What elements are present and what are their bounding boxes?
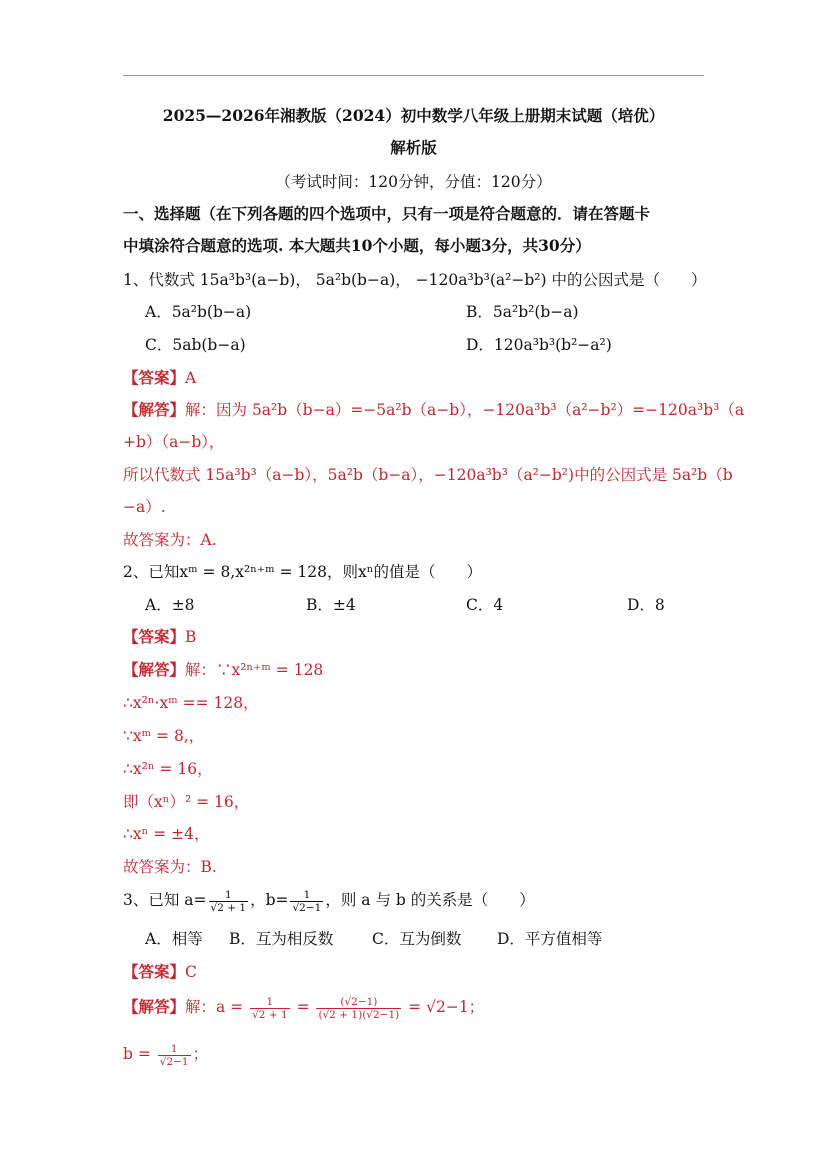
fraction-denominator: √2−1 — [292, 901, 322, 914]
q2-answer: B — [185, 628, 197, 646]
q1-answer: A — [185, 369, 197, 387]
q2-option-a: A．±8 — [145, 596, 195, 614]
solution-tag: 【解答】 — [123, 997, 186, 1016]
q1-option-d: D．120a³b³(b²−a²) — [466, 336, 612, 354]
q3-solution-fraction-1 — [250, 996, 290, 1021]
q2-option-d: D．8 — [627, 596, 665, 614]
fraction-denominator: √2 + 1 — [252, 1008, 288, 1021]
q2-option-b: B．±4 — [306, 596, 356, 614]
q3-option-b: B．互为相反数 — [229, 930, 334, 948]
q3-option-d: D．平方值相等 — [497, 930, 603, 948]
q2-solution-text: 解：∵x²ⁿ⁺ᵐ = 128 — [185, 661, 324, 679]
section-heading-line2: 中填涂符合题意的选项. 本大题共10个小题，每小题3分，共30分） — [123, 236, 591, 255]
header-rule — [123, 75, 704, 76]
fraction-denominator: (√2 + 1)(√2−1) — [318, 1008, 400, 1021]
q3-solution-line2 — [123, 1037, 208, 1071]
q3-solution-result: = √2−1； — [403, 998, 485, 1016]
q3-option-c: C．互为倒数 — [372, 930, 462, 948]
q1-solution-line2: +b）（a−b）， — [123, 433, 225, 451]
section-heading-line1: 一、选择题（在下列各题的四个选项中，只有一项是符合题意的．请在答题卡 — [123, 204, 651, 223]
exam-info: （考试时间：120分钟，分值：120分） — [275, 173, 552, 191]
equals-sign: = — [291, 998, 315, 1016]
q1-solution-text: 解：因为 5a²b（b−a）=−5a²b（a−b），−120a³b³（a²−b²）=−120a³b³（a — [185, 401, 745, 419]
q3-stem — [123, 885, 535, 915]
q3-answer-row — [123, 962, 197, 982]
q2-solution-line5: 即（xⁿ）² = 16， — [123, 793, 250, 811]
q3-solution-fraction-b — [158, 1043, 191, 1068]
q2-solution-line2: ∴x²ⁿ·xᵐ == 128， — [123, 694, 259, 712]
fraction-numerator: 1 — [224, 888, 232, 901]
q3-stem-part-c: ，则 a 与 b 的关系是（ ） — [325, 891, 535, 909]
q1-option-c: C．5ab(b−a) — [145, 336, 246, 354]
q3-fraction-b — [290, 889, 323, 914]
q3-answer: C — [185, 963, 197, 981]
page-subtitle: 解析版 — [390, 138, 437, 157]
q2-solution-line6: ∴xⁿ = ±4， — [123, 825, 210, 843]
q2-option-c: C．4 — [466, 596, 504, 614]
answer-tag: 【答案】 — [123, 962, 186, 981]
q3-stem-part-a: 3、已知 a= — [123, 891, 207, 909]
solution-tag: 【解答】 — [123, 400, 186, 419]
answer-tag: 【答案】 — [123, 627, 186, 646]
q3-option-a: A．相等 — [145, 930, 203, 948]
q1-solution-line1 — [123, 400, 744, 420]
q3-solution-fraction-2 — [316, 996, 401, 1021]
q3-solution-b-suffix: ； — [192, 1045, 209, 1063]
q1-stem: 1、代数式 15a³b³(a−b)， 5a²b(b−a)， −120a³b³(a²−b²) 中的公因式是（ ） — [123, 271, 707, 289]
q3-solution-b-prefix: b = — [123, 1045, 156, 1063]
q1-option-b: B．5a²b²(b−a) — [466, 303, 579, 321]
q1-solution-line3: 所以代数式 15a³b³（a−b），5a²b（b−a），−120a³b³（a²−b²)中的公因式是 5a²b（b — [123, 466, 733, 484]
q2-conclusion: 故答案为：B. — [123, 858, 217, 876]
fraction-numerator: 1 — [303, 888, 311, 901]
q3-fraction-a — [209, 889, 249, 914]
q2-solution-line4: ∴x²ⁿ = 16， — [123, 760, 213, 778]
fraction-denominator: √2 + 1 — [210, 901, 247, 914]
answer-tag: 【答案】 — [123, 368, 186, 387]
q2-stem: 2、已知xᵐ = 8,x²ⁿ⁺ᵐ = 128，则xⁿ的值是（ ） — [123, 563, 482, 581]
q3-solution-prefix: 解：a = — [185, 998, 249, 1016]
q1-solution-line4: −a）. — [123, 498, 166, 516]
q3-stem-part-b: ，b= — [250, 891, 289, 909]
q1-option-a: A．5a²b(b−a) — [145, 303, 252, 321]
q2-solution-line1 — [123, 660, 323, 680]
q1-conclusion: 故答案为：A. — [123, 531, 217, 549]
fraction-numerator: (√2−1) — [340, 995, 378, 1008]
page-title: 2025—2026年湘教版（2024）初中数学八年级上册期末试题（培优） — [162, 106, 665, 125]
q1-answer-row — [123, 368, 196, 388]
fraction-denominator: √2−1 — [159, 1055, 189, 1068]
solution-tag: 【解答】 — [123, 660, 186, 679]
fraction-numerator: 1 — [170, 1042, 178, 1055]
q3-solution-line1 — [123, 990, 484, 1024]
q2-solution-line3: ∵xᵐ = 8,， — [123, 727, 205, 745]
q2-answer-row — [123, 627, 196, 647]
fraction-numerator: 1 — [266, 995, 274, 1008]
